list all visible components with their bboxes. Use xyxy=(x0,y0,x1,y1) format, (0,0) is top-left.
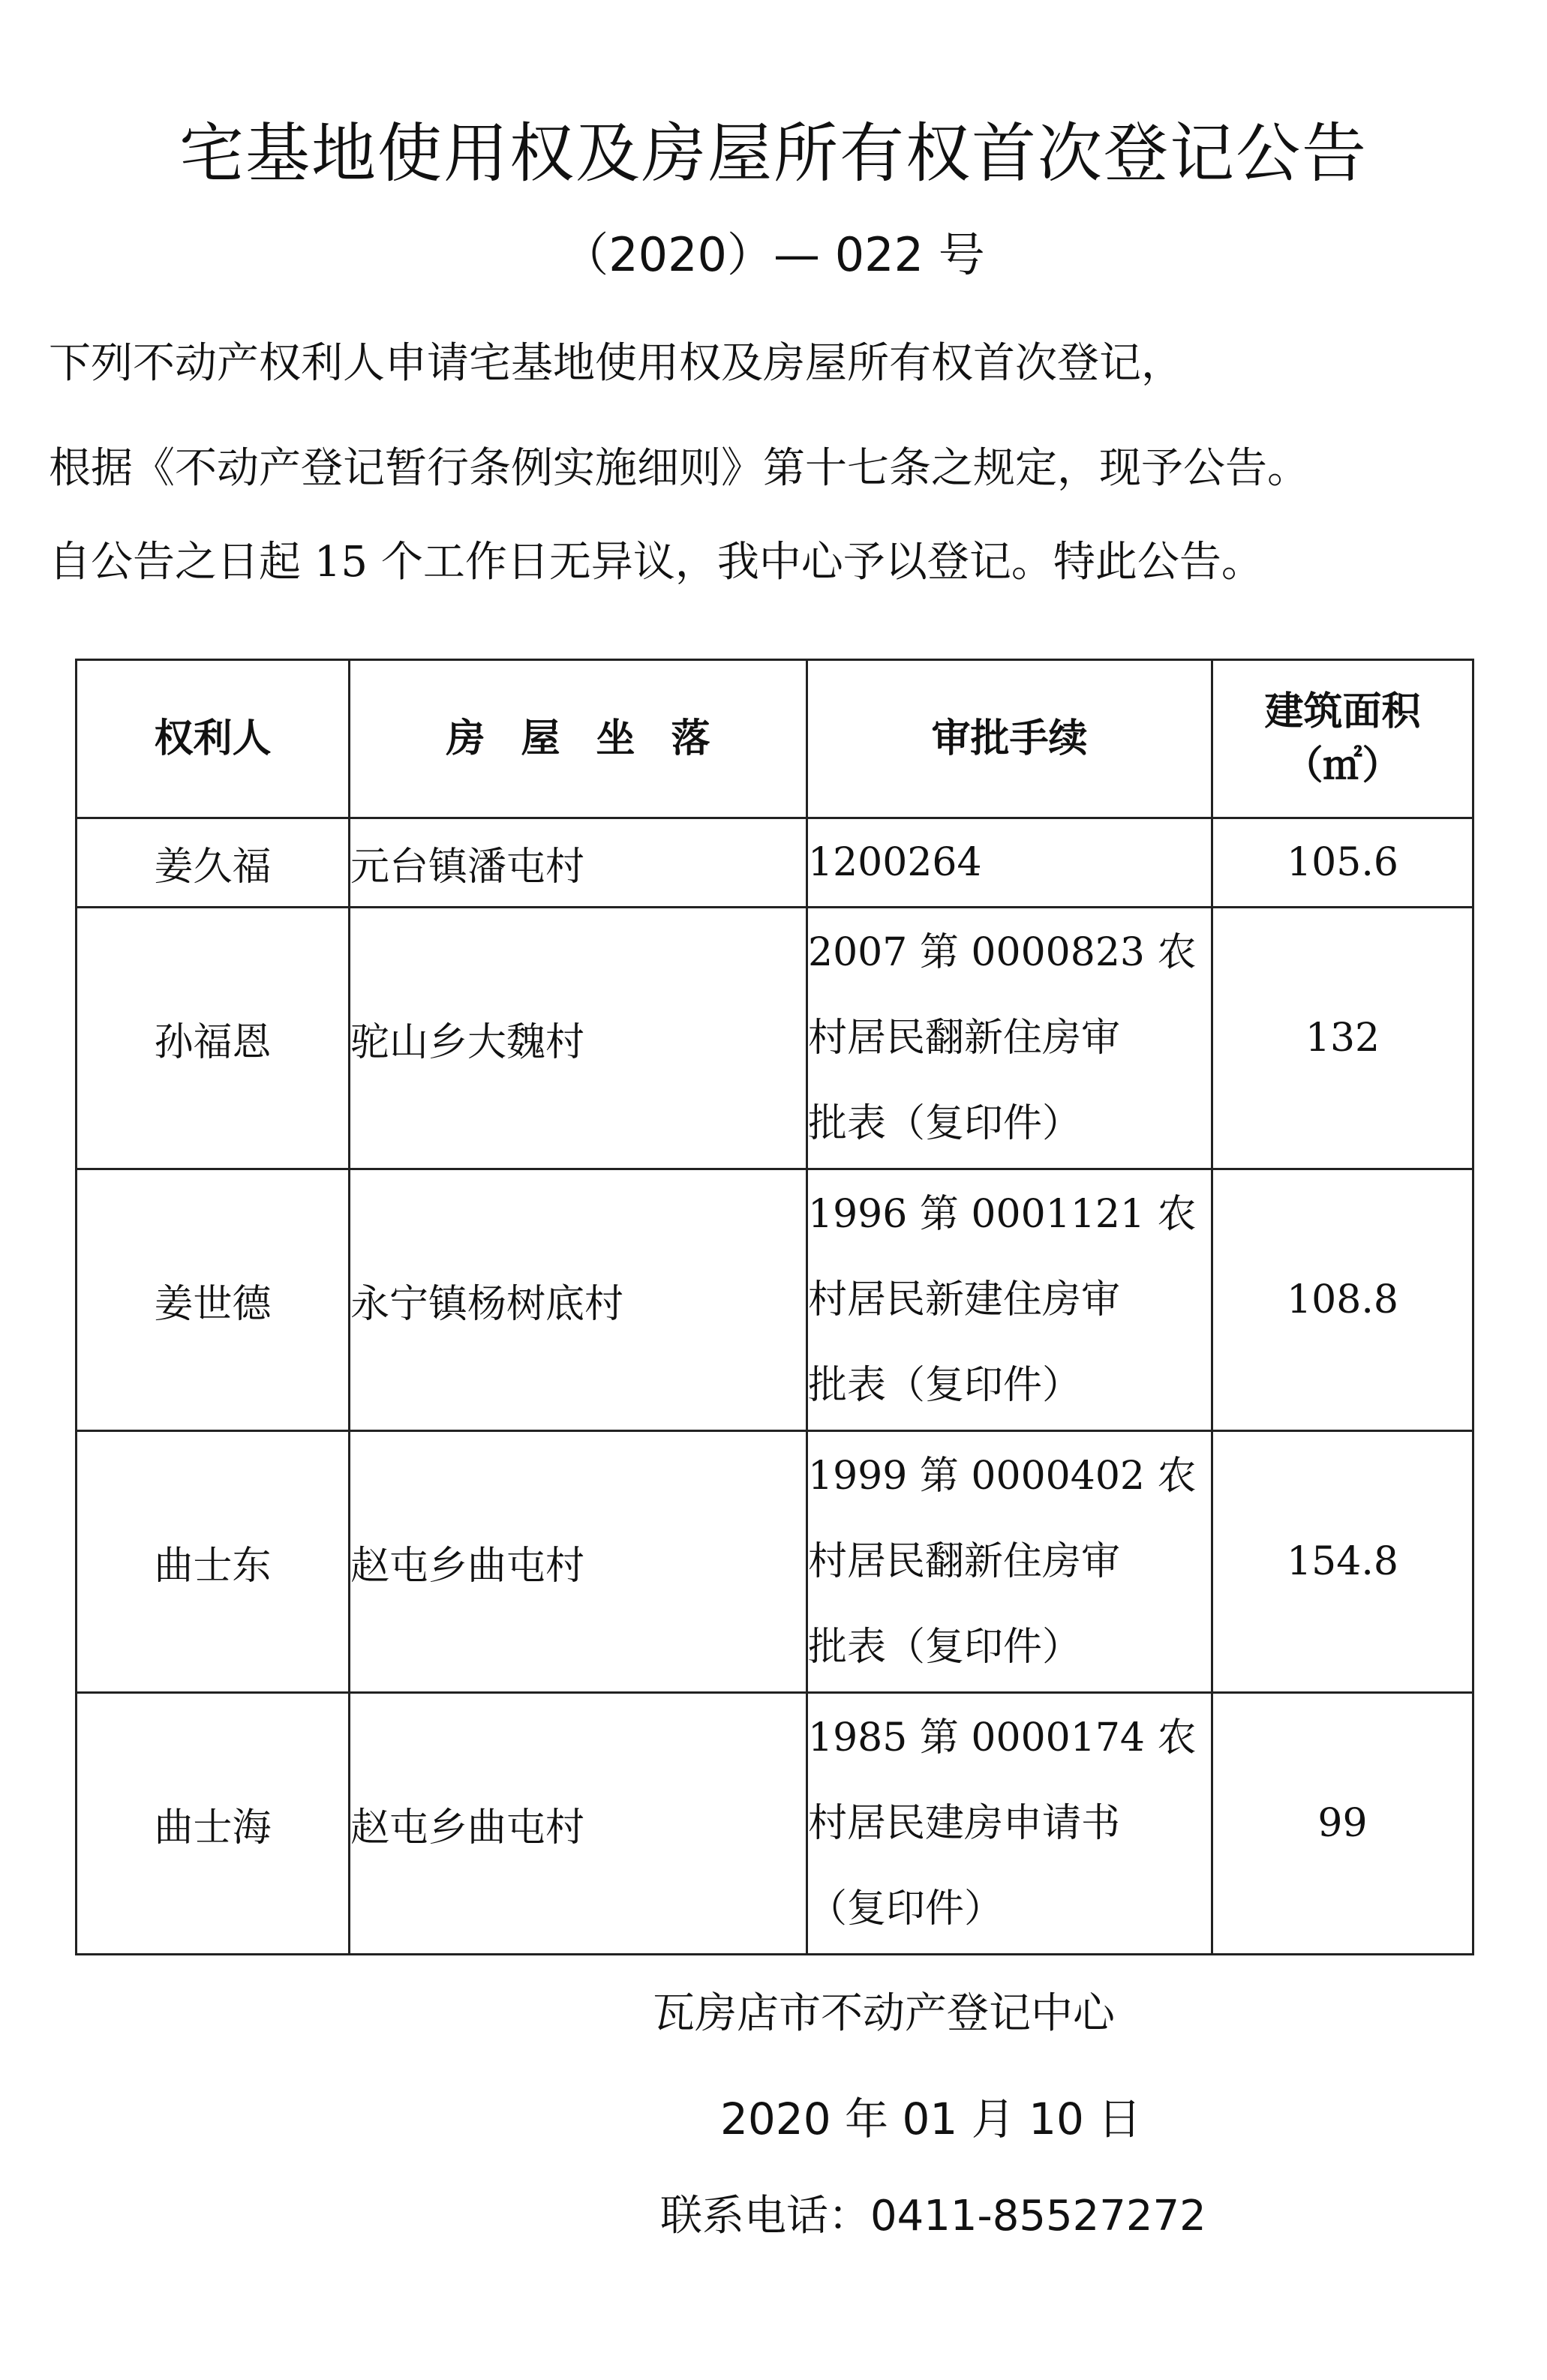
header-owner: 权利人 xyxy=(77,660,350,818)
owner-cell: 姜久福 xyxy=(77,818,350,908)
table-row xyxy=(77,1431,1473,1693)
area-cell: 132 xyxy=(1212,908,1473,1169)
approval-cell xyxy=(807,1169,1212,1431)
approval-line: 1996 第 0001121 农 xyxy=(808,1192,1197,1237)
header-area xyxy=(1212,660,1473,818)
registration-table xyxy=(75,659,1474,1955)
header-approval: 审批手续 xyxy=(807,660,1212,818)
approval-line: 1200264 xyxy=(808,840,982,885)
issuing-organization: 瓦房店市不动产登记中心 xyxy=(653,1989,1115,2038)
table-row xyxy=(77,908,1473,1169)
owner-cell: 孙福恩 xyxy=(77,908,350,1169)
location-cell: 驼山乡大魏村 xyxy=(350,908,807,1169)
area-cell: 105.6 xyxy=(1212,818,1473,908)
phone-label: 联系电话： xyxy=(660,2192,870,2240)
phone-number: 0411-85527272 xyxy=(870,2192,1206,2240)
approval-line: 村居民翻新住房审 xyxy=(808,1016,1121,1061)
issue-date: 2020 年 01 月 10 日 xyxy=(720,2093,1142,2144)
location-cell: 元台镇潘屯村 xyxy=(350,818,807,908)
area-cell: 99 xyxy=(1212,1693,1473,1955)
approval-line: 村居民新建住房审 xyxy=(808,1277,1121,1322)
header-area-line1: 建筑面积 xyxy=(1264,689,1421,734)
approval-line: 批表（复印件） xyxy=(808,1363,1082,1408)
notice-paragraph-line-1: 下列不动产权利人申请宅基地使用权及房屋所有权首次登记， xyxy=(49,339,1183,388)
approval-cell xyxy=(807,908,1212,1169)
header-area-line2: （㎡） xyxy=(1284,743,1401,788)
table-header-row xyxy=(77,660,1473,818)
notice-title: 宅基地使用权及房屋所有权首次登记公告 xyxy=(179,116,1368,191)
table-row xyxy=(77,818,1473,908)
approval-line: 村居民建房申请书 xyxy=(808,1801,1121,1846)
approval-line: 批表（复印件） xyxy=(808,1101,1082,1146)
location-cell: 赵屯乡曲屯村 xyxy=(350,1431,807,1693)
table-row xyxy=(77,1169,1473,1431)
document-number: （2020）— 022 号 xyxy=(562,227,985,282)
approval-line: （复印件） xyxy=(808,1886,1004,1931)
owner-cell: 曲士东 xyxy=(77,1431,350,1693)
notice-paragraph-line-3: 自公告之日起 15 个工作日无异议，我中心予以登记。特此公告。 xyxy=(49,538,1263,587)
approval-line: 1985 第 0000174 农 xyxy=(808,1715,1197,1760)
location-cell: 永宁镇杨树底村 xyxy=(350,1169,807,1431)
approval-cell xyxy=(807,1431,1212,1693)
contact-phone xyxy=(660,2190,1206,2243)
approval-cell xyxy=(807,1693,1212,1955)
table-row xyxy=(77,1693,1473,1955)
area-cell: 154.8 xyxy=(1212,1431,1473,1693)
header-location-label: 房屋坐落 xyxy=(446,716,746,761)
owner-cell: 曲士海 xyxy=(77,1693,350,1955)
owner-cell: 姜世德 xyxy=(77,1169,350,1431)
approval-line: 2007 第 0000823 农 xyxy=(808,930,1197,975)
header-location xyxy=(350,660,807,818)
approval-cell xyxy=(807,818,1212,908)
approval-line: 村居民翻新住房审 xyxy=(808,1539,1121,1584)
approval-line: 1999 第 0000402 农 xyxy=(808,1454,1197,1499)
notice-paragraph-line-2: 根据《不动产登记暂行条例实施细则》第十七条之规定，现予公告。 xyxy=(49,444,1309,493)
approval-line: 批表（复印件） xyxy=(808,1625,1082,1670)
location-cell: 赵屯乡曲屯村 xyxy=(350,1693,807,1955)
area-cell: 108.8 xyxy=(1212,1169,1473,1431)
